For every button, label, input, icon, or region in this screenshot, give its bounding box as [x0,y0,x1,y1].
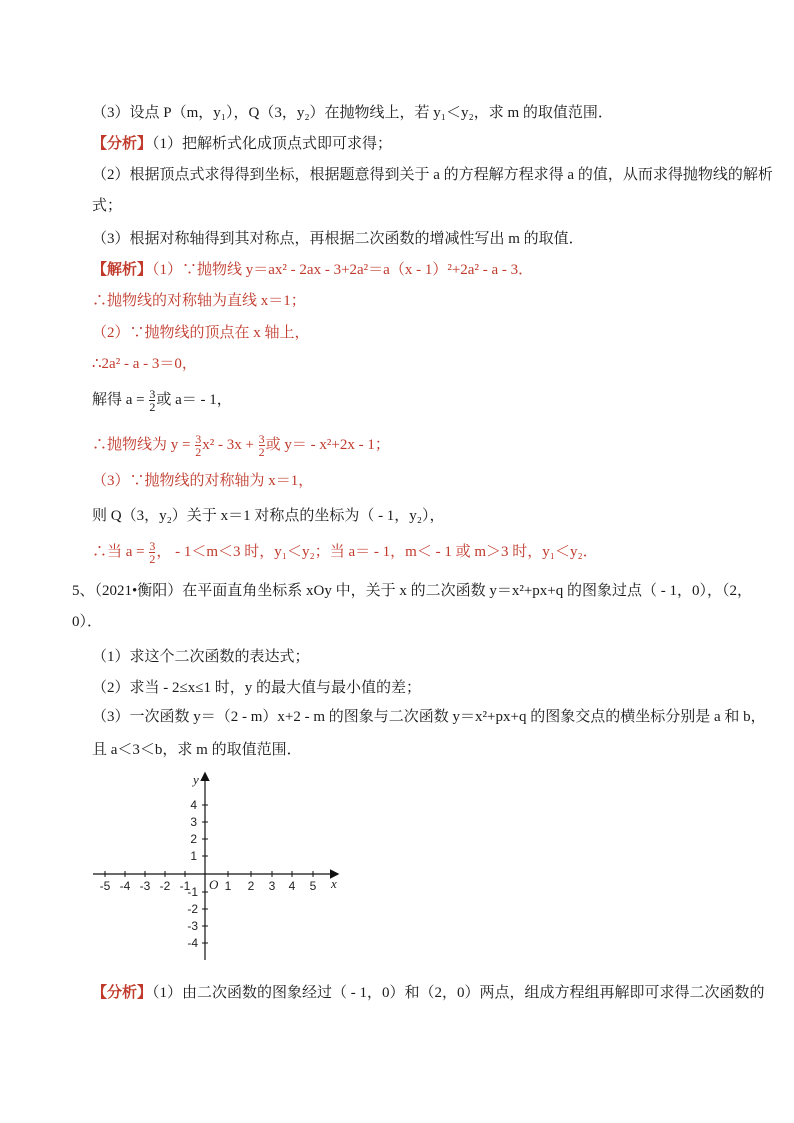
fraction-three-halves [259,433,265,458]
y-tick-label: -2 [187,902,198,916]
q4-sol-9-pre: ∴当 a = [92,543,145,560]
q5-stem-1: 5、（2021•衡阳）在平面直角坐标系 xOy 中，关于 x 的二次函数 y＝x²+px+q 的图象过点（ - 1，0），（2， [72,583,752,599]
q5-analysis-1: （1）由二次函数的图象经过（ - 1，0）和（2，0）两点，组成方程组再解即可求得二次函数的 [152,985,765,1001]
q4-analysis-1: （1）把解析式化成顶点式即可求得； [152,136,393,152]
q5-part3a: （3）一次函数 y＝（2 - m）x+2 - m 的图象与二次函数 y＝x²+px+q 的图象交点的横坐标分别是 a 和 b， [92,709,766,725]
y-tick-label: 1 [190,849,197,863]
y-tick-label: -1 [187,885,198,899]
y-tick-label: 4 [190,798,197,812]
origin-label: O [209,877,219,892]
q4-sol-1: （1）∵抛物线 y＝ax² - 2ax - 3+2a²＝a（x - 1）²+2a² - a - 3． [152,262,534,278]
q4-analysis-3: （3）根据对称轴得到其对称点，再根据二次函数的增减性写出 m 的取值． [92,231,584,247]
fraction-three-halves [195,433,201,458]
q4-sol-6-pre: ∴抛物线为 y = [92,436,191,453]
frac-num: 3 [258,432,265,446]
x-tick-label: 1 [224,879,232,893]
frac-num: 3 [149,387,156,401]
q4-sol-6-post: 或 y＝ - x²+2x - 1； [265,436,390,453]
q4-sol-2: ∴抛物线的对称轴为直线 x＝1； [92,293,306,309]
analysis-tag: 【分析】 [92,985,153,1001]
solution-tag: 【解析】 [92,262,153,278]
frac-den: 2 [258,445,265,459]
q4-sol-6-mid: x² - 3x + [202,436,254,453]
q4-sol-7: （3）∵抛物线的对称轴为 x＝1， [92,473,314,489]
x-tick-label: -2 [159,879,171,893]
analysis-tag: 【分析】 [92,136,153,152]
q4-sol-9-post: ， - 1＜m＜3 时，y₁＜y₂；当 a＝ - 1，m＜ - 1 或 m＞3 时，y₁＜y₂． [156,543,598,560]
y-tick-label: 3 [190,815,197,829]
x-tick-label: -1 [179,879,191,893]
q4-sol-9 [92,540,598,565]
q4-analysis-line1 [92,134,392,154]
frac-den: 2 [149,400,156,414]
fraction-three-halves [149,388,155,413]
q4-sol-6 [92,433,390,458]
fraction-three-halves [149,540,155,565]
q4-analysis-2b: 式； [92,198,123,214]
q4-sol-5 [92,388,232,413]
y-axis-label: y [193,772,199,787]
q4-sol-5-pre: 解得 a = [92,391,145,408]
q4-analysis-2a: （2）根据顶点式求得得到坐标，根据题意得到关于 a 的方程解方程求得 a 的值，从而求得抛物线的解析 [92,167,773,183]
q4-sol-3: （2）∵抛物线的顶点在 x 轴上， [92,325,310,341]
frac-den: 2 [195,445,202,459]
x-tick-label: 2 [247,879,255,893]
y-tick-label: -3 [187,919,198,933]
q5-part2: （2）求当 - 2≤x≤1 时，y 的最大值与最小值的差； [92,680,421,696]
x-tick-label: 4 [288,879,296,893]
q4-sol-5-post: 或 a＝ - 1， [156,391,232,408]
q4-sol-4: ∴2a² - a - 3＝0， [92,356,197,372]
q5-part3b: 且 a＜3＜b，求 m 的取值范围． [92,742,302,758]
frac-num: 3 [149,539,156,553]
x-tick-label: -4 [119,879,131,893]
q5-stem-2: 0）． [72,614,103,630]
q4-sol-8: 则 Q（3，y₂）关于 x＝1 对称点的坐标为（ - 1，y₂）， [92,508,445,524]
q4-solution-line1 [92,260,533,280]
q4-part3: （3）设点 P（m，y₁），Q（3，y₂）在抛物线上，若 y₁＜y₂，求 m 的取值范围． [92,105,613,121]
x-tick-label: 5 [309,879,317,893]
y-tick-label: 2 [190,832,197,846]
x-axis-label: x [331,876,337,891]
x-tick-label: 3 [268,879,276,893]
q5-analysis-line1 [92,983,765,1003]
y-tick-label: -4 [187,936,198,950]
frac-num: 3 [195,432,202,446]
x-tick-label: -3 [139,879,151,893]
coordinate-axes-figure [85,768,355,968]
x-tick-label: -5 [99,879,111,893]
frac-den: 2 [149,552,156,566]
q5-part1: （1）求这个二次函数的表达式； [92,649,310,665]
